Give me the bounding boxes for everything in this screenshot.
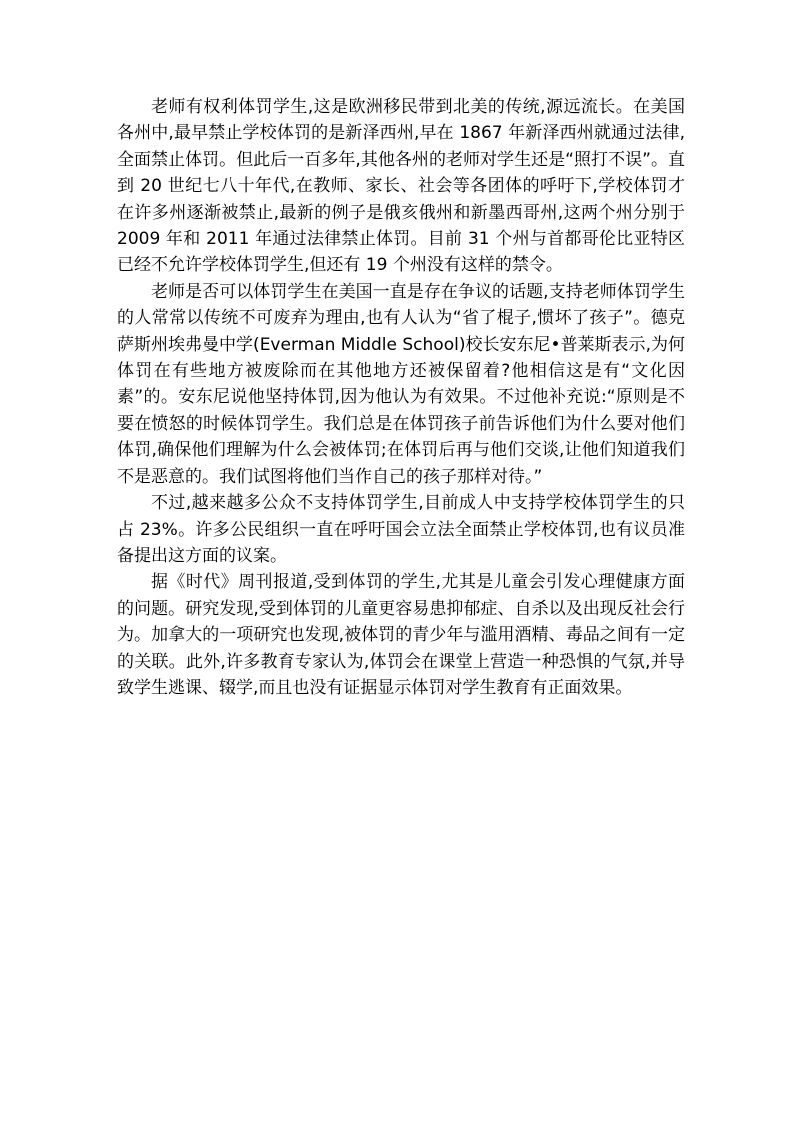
paragraph-3: 不过,越来越多公众不支持体罚学生,目前成人中支持学校体罚学生的只占 23%。许多公民组织一直在呼吁国会立法全面禁止学校体罚,也有议员准备提出这方面的议案。 (117, 493, 685, 566)
paragraph-2: 老师是否可以体罚学生在美国一直是存在争议的话题,支持老师体罚学生的人常常以传统不可废弃为理由,也有人认为“省了棍子,惯坏了孩子”。德克萨斯州埃弗曼中学(Everman Middle School)校长安东尼•普莱斯表示,为何体罚在有些地方被废除而在其他地方还被保留着?他相信这是有“文化因素”的。安东尼说他坚持体罚,因为他认为有效果。不过他补充说:“原则是不要在愤怒的时候体罚学生。我们总是在体罚孩子前告诉他们为什么要对他们体罚,确保他们理解为什么会被体罚;在体罚后再与他们交谈,让他们知道我们不是恶意的。我们试图将他们当作自己的孩子那样对待。” (117, 281, 685, 487)
article-body (117, 94, 685, 701)
paragraph-1: 老师有权利体罚学生,这是欧洲移民带到北美的传统,源远流长。在美国各州中,最早禁止学校体罚的是新泽西州,早在 1867 年新泽西州就通过法律,全面禁止体罚。但此后一百多年,其他各州的老师对学生还是“照打不误”。直到 20 世纪七八十年代,在教师、家长、社会等各团体的呼吁下,学校体罚才在许多州逐渐被禁止,最新的例子是俄亥俄州和新墨西哥州,这两个州分别于 2009 年和 2011 年通过法律禁止体罚。目前 31 个州与首都哥伦比亚特区已经不允许学校体罚学生,但还有 19 个州没有这样的禁令。 (117, 97, 685, 276)
paragraph-4: 据《时代》周刊报道,受到体罚的学生,尤其是儿童会引发心理健康方面的问题。研究发现,受到体罚的儿童更容易患抑郁症、自杀以及出现反社会行为。加拿大的一项研究也发现,被体罚的青少年与滥用酒精、毒品之间有一定的关联。此外,许多教育专家认为,体罚会在课堂上营造一种恐惧的气氛,并导致学生逃课、辍学,而且也没有证据显示体罚对学生教育有正面效果。 (117, 572, 685, 698)
